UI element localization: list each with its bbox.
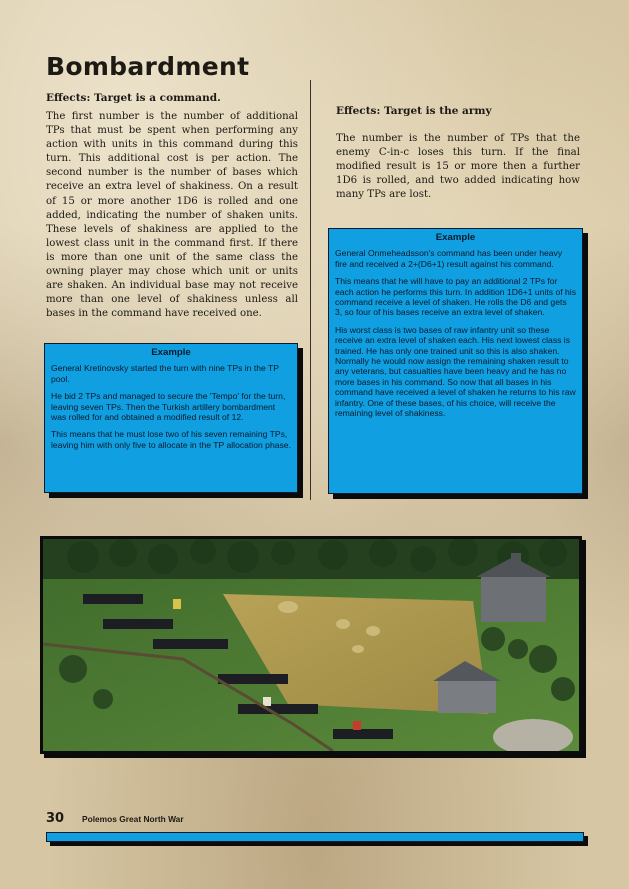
example-paragraph: General Onmeheadsson's command has been under heavy fire and received a 2+(D6+1) result against his command. xyxy=(335,248,563,269)
left-effects-heading: Effects: Target is a command. xyxy=(46,92,221,104)
wargame-table-image xyxy=(43,539,579,751)
footer-bar xyxy=(46,832,584,842)
example-paragraph: This means that he will have to pay an additional 2 TPs for each action he performs this turn. In addition 1D6+1 units of his command receive a level of shaken. He rolls the D6 and gets 3, so four of his bases receive an extra level of shaken. xyxy=(335,276,577,318)
example-paragraph: General Kretinovsky started the turn with nine TPs in the TP pool. xyxy=(51,363,279,384)
example-box-left xyxy=(44,343,298,493)
page-title: Bombardment xyxy=(46,52,250,81)
right-effects-heading: Effects: Target is the army xyxy=(336,105,492,117)
example-paragraph: He bid 2 TPs and managed to secure the 'Tempo' for the turn, leaving seven TPs. Then the Turkish artillery bombardment was rolled for and obtained a modified result of 12. xyxy=(51,391,286,423)
left-body-text: The first number is the number of additional TPs that must be spent when performing any action with units in this command during this turn. This additional cost is per action. The second number is the number of bases which receive an extra level of shakiness. On a result of 15 or more another 1D6 is rolled and one added, indicating the number of shaken units. These levels of shakiness are applied to the lowest class unit in the command first. If there is more than one unit of the same class the owning player may chose which unit or units are shaken. An individual base may not receive more than one level of shakiness unless all bases in the command have received one. xyxy=(46,111,298,320)
page-number: 30 xyxy=(46,811,65,826)
column-divider xyxy=(310,80,311,500)
example-heading: Example xyxy=(151,347,191,358)
example-paragraph: This means that he must lose two of his seven remaining TPs, leaving him with only five to allocate in the TP allocation phase. xyxy=(51,429,291,450)
right-body-text: The number is the number of TPs that the enemy C-in-c loses this turn. If the final modified result is 15 or more then a further 1D6 is rolled, and two added indicating how many TPs are lost. xyxy=(336,133,580,201)
battlefield-photo xyxy=(40,536,582,754)
footer-book-title: Polemos Great North War xyxy=(82,814,184,824)
example-box-right xyxy=(328,228,583,494)
example-heading: Example xyxy=(435,232,476,243)
example-paragraph: His worst class is two bases of raw infantry unit so these receive an extra level of shaken each. His next lowest class is trained. He has only one trained unit so this is also shaken. Normally he would now assign the remaining shaken result to any veterans, but casualties have been heavy and he has no more bases in his command. So now that all bases in his command have received a level of shaken he returns to his raw infantry. One of these bases, of his choice, will receive the remaining level of shakiness. xyxy=(335,324,576,419)
